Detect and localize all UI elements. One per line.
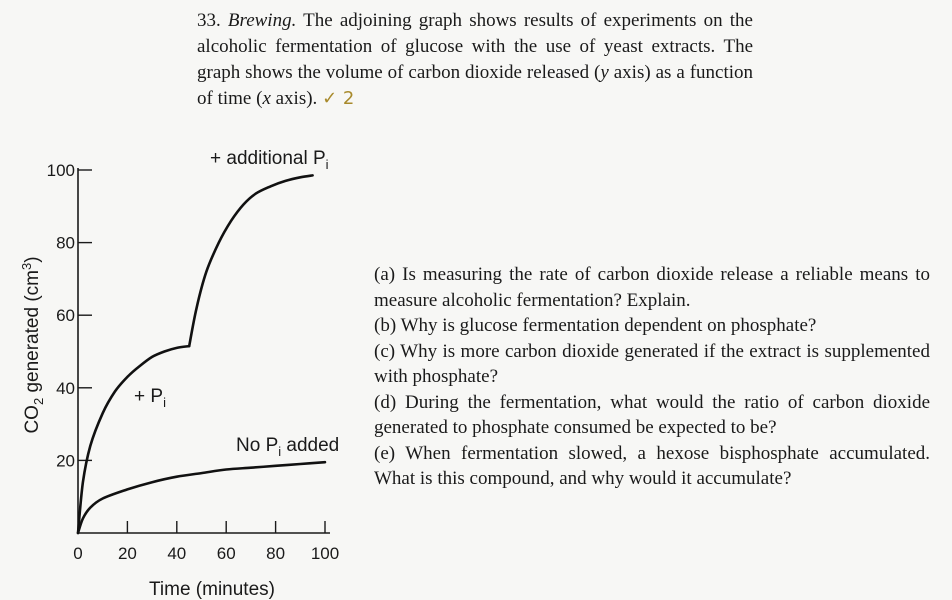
question-e	[374, 441, 930, 492]
y-axis-label-main: CO	[22, 405, 43, 434]
series-line-no-pi	[78, 462, 325, 533]
x-tick-label: 60	[216, 544, 236, 563]
x-axis-label: Time (minutes)	[149, 579, 275, 600]
chart-series-lines	[78, 175, 325, 533]
series-label-no-pi-sub: i	[278, 444, 282, 459]
question-label: (c)	[374, 340, 396, 362]
series-label-no-pi-main: No P	[236, 435, 279, 456]
question-text: Why is glucose fermentation dependent on phosphate?	[400, 315, 817, 336]
series-label-additional-pi-sub: i	[325, 157, 329, 172]
series-label-pi	[134, 386, 166, 410]
x-tick-label: 100	[310, 544, 340, 563]
co2-chart	[0, 140, 362, 600]
question-text: During the fermentation, what would the ratio of carbon dioxide generated to phosphate consumed be expected to be?	[374, 391, 931, 438]
question-text: Why is more carbon dioxide generated if the extract is supplemented with phosphate?	[374, 340, 930, 387]
question-c	[374, 339, 930, 390]
y-tick-label: 100	[46, 161, 75, 180]
series-label-no-pi	[236, 435, 339, 459]
y-tick-label: 80	[56, 233, 75, 253]
problem-text-part3: axis).	[270, 88, 318, 109]
question-d	[374, 390, 930, 441]
series-label-pi-sub: i	[163, 395, 166, 410]
problem-title: Brewing.	[227, 10, 297, 31]
series-line-additional-pi	[189, 175, 312, 346]
series-label-pi-main: + P	[134, 386, 164, 407]
problem-text-part1: The adjoining graph shows results of experiments on the alcoholic fermentation of glucose with the use of yeast extracts. The graph shows the volume of carbon dioxide released (	[197, 10, 753, 83]
y-tick-label: 20	[56, 451, 75, 471]
y-axis-label-sup: 3	[19, 262, 34, 271]
question-label: (b)	[374, 315, 397, 336]
y-axis-label-end: )	[22, 256, 43, 263]
x-tick-label: 40	[167, 544, 187, 563]
question-a	[374, 262, 930, 313]
series-label-additional-pi-main: + additional P	[210, 148, 326, 169]
y-axis-label	[19, 256, 46, 433]
y-tick-label: 40	[56, 378, 75, 398]
questions-list	[374, 262, 930, 492]
y-axis-label-sub: 2	[31, 397, 46, 406]
x-tick-label: 80	[266, 544, 286, 563]
problem-text-part2: axis) as a function of time (	[197, 62, 754, 109]
chart-axes	[78, 168, 330, 533]
y-variable: y	[600, 62, 609, 83]
question-label: (e)	[374, 442, 396, 464]
y-tick-label: 60	[56, 306, 75, 326]
question-b	[374, 313, 930, 339]
question-text: Is measuring the rate of carbon dioxide release a reliable means to measure alcoholic fermentation? Explain.	[374, 264, 931, 311]
question-label: (d)	[374, 391, 397, 413]
x-tick-label: 0	[73, 544, 83, 563]
check-mark: ✓ 2	[322, 88, 355, 109]
question-text: When fermentation slowed, a hexose bisphosphate accumulated. What is this compound, and why would it accumulate?	[374, 442, 930, 489]
series-label-additional-pi	[210, 148, 329, 172]
x-tick-label: 20	[117, 544, 137, 563]
series-label-no-pi-end: added	[281, 435, 340, 456]
y-axis-label-mid: generated (cm	[22, 270, 43, 398]
x-variable: x	[262, 88, 271, 109]
chart-ticks	[78, 170, 325, 533]
problem-intro	[197, 8, 753, 112]
chart-tick-labels	[47, 161, 340, 563]
problem-number: 33.	[197, 10, 221, 31]
question-label: (a)	[374, 264, 396, 285]
